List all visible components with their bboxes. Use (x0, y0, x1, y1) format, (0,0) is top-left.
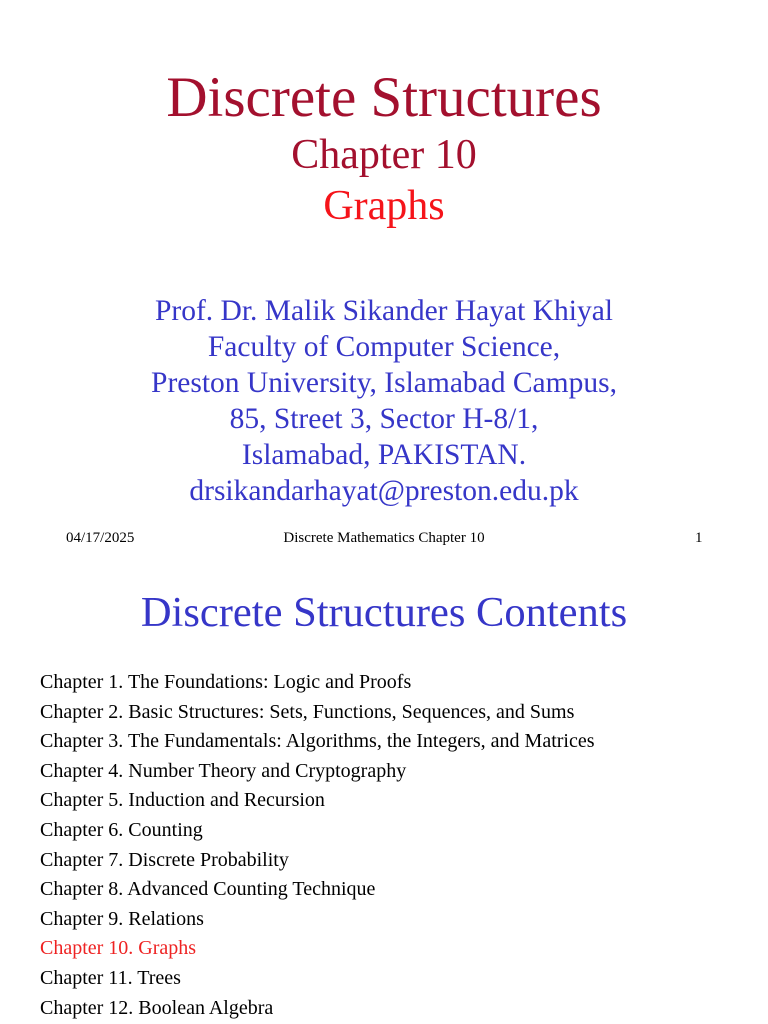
contents-title: Discrete Structures Contents (140, 589, 628, 636)
contents-item: Chapter 6. Counting (40, 818, 203, 841)
chapter-topic: Graphs (323, 183, 445, 229)
page-number: 1 (695, 530, 703, 546)
author-block (0, 293, 768, 509)
contents-item-current: Chapter 10. Graphs (40, 937, 197, 960)
slide-title: Discrete Structures (166, 66, 602, 129)
slide-2 (0, 560, 768, 1024)
footer-date: 04/17/2025 (66, 530, 135, 546)
author-street: 85, Street 3, Sector H-8/1, (229, 403, 539, 435)
contents-item: Chapter 7. Discrete Probability (40, 848, 289, 871)
author-email: drsikandarhayat@preston.edu.pk (189, 475, 579, 507)
contents-item: Chapter 8. Advanced Counting Technique (40, 878, 376, 901)
author-name: Prof. Dr. Malik Sikander Hayat Khiyal (155, 295, 613, 327)
contents-list (40, 668, 595, 1023)
contents-item: Chapter 4. Number Theory and Cryptography (40, 759, 407, 782)
contents-item: Chapter 5. Induction and Recursion (40, 789, 325, 812)
author-city: Islamabad, PAKISTAN. (241, 439, 527, 471)
chapter-heading (0, 130, 768, 232)
contents-item: Chapter 9. Relations (40, 907, 204, 930)
author-university: Preston University, Islamabad Campus, (151, 367, 617, 399)
contents-item: Chapter 2. Basic Structures: Sets, Functions, Sequences, and Sums (40, 700, 575, 723)
contents-item: Chapter 11. Trees (40, 966, 181, 989)
contents-item: Chapter 1. The Foundations: Logic and Proofs (40, 671, 412, 693)
footer-title: Discrete Mathematics Chapter 10 (283, 530, 485, 546)
contents-item: Chapter 3. The Fundamentals: Algorithms, the Integers, and Matrices (40, 730, 595, 753)
contents-item: Chapter 12. Boolean Algebra (40, 996, 274, 1019)
slide-footer (0, 529, 768, 547)
chapter-number: Chapter 10 (291, 132, 477, 178)
author-faculty: Faculty of Computer Science, (207, 331, 561, 363)
